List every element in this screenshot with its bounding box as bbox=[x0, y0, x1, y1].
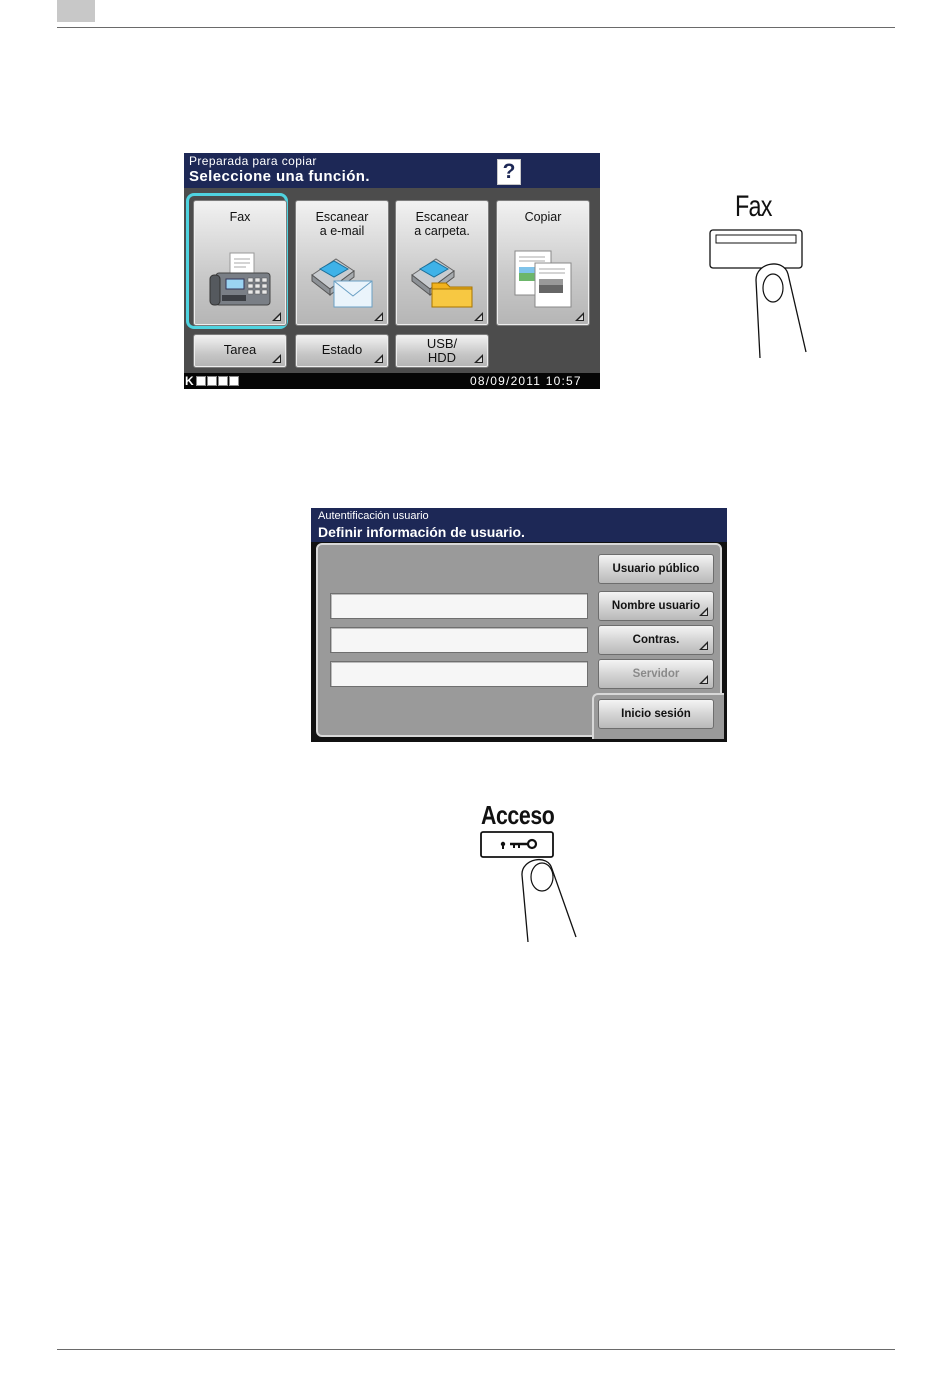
screen-title: Seleccione una función. bbox=[189, 168, 370, 185]
fax-button-corner-icon bbox=[272, 312, 281, 321]
toner-cell bbox=[229, 376, 239, 386]
scan-to-email-corner-icon bbox=[374, 312, 383, 321]
server-label: Servidor bbox=[632, 668, 680, 680]
user-name-button[interactable] bbox=[598, 591, 714, 621]
authentication-title: Definir información de usuario. bbox=[318, 524, 525, 540]
machine-status-text: Preparada para copiar bbox=[189, 154, 317, 168]
header-rule bbox=[57, 27, 895, 28]
jobs-button-label: Tarea bbox=[223, 342, 257, 357]
user-name-label: Nombre usuario bbox=[611, 600, 701, 612]
finger-pressing-fax-key-icon bbox=[700, 190, 820, 365]
login-button[interactable] bbox=[598, 699, 714, 729]
password-label: Contras. bbox=[632, 634, 680, 646]
scan-to-folder-corner-icon bbox=[474, 312, 483, 321]
copy-button-label: Copiar bbox=[524, 210, 562, 224]
login-label: Inicio sesión bbox=[621, 708, 691, 720]
authentication-form bbox=[316, 543, 722, 737]
authentication-status-text: Autentificación usuario bbox=[318, 510, 429, 522]
scan-to-folder-icon bbox=[408, 249, 478, 311]
server-button[interactable] bbox=[598, 659, 714, 689]
scan-to-folder-button[interactable] bbox=[395, 200, 489, 326]
copy-icon bbox=[513, 249, 575, 309]
usb-hdd-button-label: USB/ HDD bbox=[426, 336, 458, 365]
password-button[interactable] bbox=[598, 625, 714, 655]
fax-key-label: Fax bbox=[735, 190, 772, 223]
scan-to-email-button[interactable] bbox=[295, 200, 389, 326]
finger-pressing-access-key-icon bbox=[470, 825, 590, 950]
status-button-corner-icon bbox=[374, 354, 383, 363]
user-authentication-screen bbox=[311, 508, 727, 742]
toner-cell bbox=[207, 376, 217, 386]
toner-label: K bbox=[185, 374, 194, 388]
scan-to-folder-label: Escanear a carpeta. bbox=[414, 210, 470, 238]
password-field[interactable] bbox=[330, 627, 588, 653]
user-name-corner-icon bbox=[699, 607, 708, 616]
jobs-button[interactable] bbox=[193, 334, 287, 368]
copy-button-corner-icon bbox=[575, 312, 584, 321]
status-button[interactable] bbox=[295, 334, 389, 368]
fax-button[interactable] bbox=[193, 200, 287, 326]
jobs-button-corner-icon bbox=[272, 354, 281, 363]
toner-cell bbox=[218, 376, 228, 386]
user-name-field[interactable] bbox=[330, 593, 588, 619]
authentication-header bbox=[311, 508, 727, 542]
toner-cell bbox=[196, 376, 206, 386]
server-corner-icon bbox=[699, 675, 708, 684]
fax-machine-icon bbox=[208, 251, 274, 309]
scan-to-email-icon bbox=[308, 249, 378, 311]
main-menu-header bbox=[184, 153, 600, 188]
status-button-label: Estado bbox=[321, 342, 363, 357]
usb-hdd-button[interactable] bbox=[395, 334, 489, 368]
scan-to-email-label: Escanear a e-mail bbox=[315, 210, 369, 238]
access-key-label: Acceso bbox=[481, 800, 555, 830]
usb-hdd-button-corner-icon bbox=[474, 354, 483, 363]
status-bar bbox=[184, 373, 600, 389]
copy-button[interactable] bbox=[496, 200, 590, 326]
toner-level-indicator bbox=[196, 376, 241, 386]
fax-button-label: Fax bbox=[229, 210, 251, 224]
public-user-button[interactable] bbox=[598, 554, 714, 584]
server-field[interactable] bbox=[330, 661, 588, 687]
help-button[interactable]: ? bbox=[497, 159, 521, 185]
date-time: 08/09/2011 10:57 bbox=[470, 374, 582, 388]
public-user-label: Usuario público bbox=[612, 563, 700, 575]
password-corner-icon bbox=[699, 641, 708, 650]
page-corner-tab bbox=[57, 0, 95, 22]
footer-rule bbox=[57, 1349, 895, 1350]
main-menu-screen bbox=[184, 153, 600, 389]
